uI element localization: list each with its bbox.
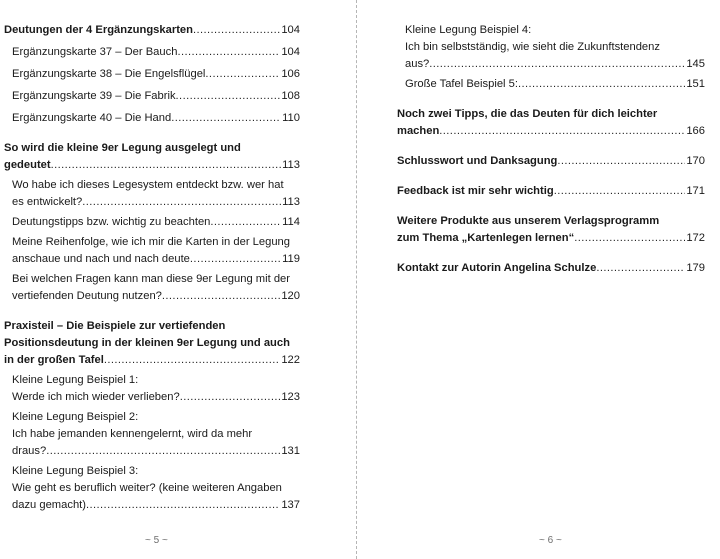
toc-entry-title: Deutungen der 4 Ergänzungskarten — [4, 24, 193, 36]
toc-chapter-entry — [4, 140, 300, 174]
toc-entry-title-line: So wird die kleine 9er Legung ausgelegt und — [4, 142, 241, 154]
dot-leader — [190, 251, 281, 268]
dot-leader — [205, 66, 280, 83]
toc-entry-page-number: 145 — [686, 58, 705, 70]
dot-leader — [439, 123, 685, 140]
toc-section-entry — [4, 44, 300, 61]
toc-entry-title: es entwickelt? — [12, 196, 83, 208]
toc-entry-leader-row — [12, 497, 300, 514]
toc-entry-leader-row — [12, 389, 300, 406]
toc-entry-title-line: Ich habe jemanden kennengelernt, wird da mehr — [12, 428, 253, 440]
toc-entry-title-line: Kleine Legung Beispiel 3: — [12, 465, 139, 477]
toc-entry-page-number: 171 — [686, 185, 705, 197]
toc-entry-title-line: Kleine Legung Beispiel 2: — [12, 411, 139, 423]
toc-entry-title-line: Wo habe ich dieses Legesystem entdeckt bzw. wer hat — [12, 179, 284, 191]
toc-entry-page-number: 172 — [686, 232, 705, 244]
toc-entry-leader-row — [12, 214, 300, 231]
toc-entry-page-number: 151 — [686, 78, 705, 90]
toc-entry-title: Schlusswort und Danksagung — [397, 155, 558, 167]
dot-leader — [176, 88, 281, 105]
toc-entry-page-number: 170 — [686, 155, 705, 167]
toc-entry-page-number: 137 — [281, 499, 300, 511]
toc-entry-title-line: Kleine Legung Beispiel 4: — [405, 24, 532, 36]
dot-leader — [596, 260, 685, 277]
toc-entry-title: aus? — [405, 58, 430, 70]
toc-entry-page-number: 122 — [281, 354, 300, 366]
dot-leader — [574, 230, 685, 247]
toc-entry-leader-row — [12, 288, 300, 305]
toc-section-entry — [4, 177, 300, 211]
toc-entry-page-number: 123 — [281, 391, 300, 403]
toc-entry-leader-row — [405, 76, 705, 93]
toc-entry-leader-row — [405, 56, 705, 73]
toc-chapter-entry — [397, 260, 705, 277]
dot-leader — [171, 110, 281, 127]
toc-entry-title: Ergänzungskarte 37 – Der Bauch — [12, 46, 178, 58]
toc-entry-title: Deutungstipps bzw. wichtig zu beachten — [12, 216, 211, 228]
toc-entry-title: dazu gemacht) — [12, 499, 87, 511]
toc-section-entry — [4, 88, 300, 105]
toc-section-entry — [4, 271, 300, 305]
toc-section-entry — [4, 110, 300, 127]
toc-entry-title-line: Ich bin selbstständig, wie sieht die Zukunftstendenz — [405, 41, 660, 53]
toc-entry-title: draus? — [12, 445, 47, 457]
toc-entry-page-number: 114 — [282, 216, 300, 228]
right-page — [357, 0, 720, 559]
toc-entry-title: machen — [397, 125, 440, 137]
toc-entry-title: gedeutet — [4, 159, 51, 171]
toc-entry-title: in der großen Tafel — [4, 354, 104, 366]
toc-entry-leader-row — [397, 153, 705, 170]
toc-entry-page-number: 113 — [282, 196, 300, 208]
toc-entry-title-line: Noch zwei Tipps, die das Deuten für dich leichter — [397, 108, 658, 120]
toc-chapter-entry — [4, 22, 300, 39]
toc-entry-title: Große Tafel Beispiel 5: — [405, 78, 518, 90]
toc-entry-title: zum Thema „Kartenlegen lernen“ — [397, 232, 575, 244]
toc-chapter-entry — [397, 106, 705, 140]
toc-chapter-entry — [4, 318, 300, 369]
dot-leader — [82, 194, 281, 211]
toc-entry-leader-row — [4, 157, 300, 174]
toc-entry-page-number: 106 — [281, 68, 300, 80]
toc-entry-leader-row — [397, 183, 705, 200]
toc-section-entry — [397, 22, 705, 73]
toc-entry-leader-row — [12, 251, 300, 268]
toc-entry-title: Ergänzungskarte 39 – Die Fabrik — [12, 90, 176, 102]
toc-entry-title: Ergänzungskarte 40 – Die Hand — [12, 112, 172, 124]
toc-entry-title-line: Weitere Produkte aus unserem Verlagsprogramm — [397, 215, 660, 227]
toc-entry-title: Feedback ist mir sehr wichtig — [397, 185, 554, 197]
toc-list — [4, 22, 300, 514]
toc-entry-leader-row — [4, 22, 300, 39]
page-number: ~ 6 ~ — [539, 535, 562, 546]
toc-entry-leader-row — [397, 260, 705, 277]
toc-entry-leader-row — [397, 123, 705, 140]
toc-entry-page-number: 113 — [282, 159, 300, 171]
toc-entry-title: vertiefenden Deutung nutzen? — [12, 290, 162, 302]
dot-leader — [180, 389, 281, 406]
toc-entry-leader-row — [12, 88, 300, 105]
toc-section-entry — [4, 214, 300, 231]
toc-entry-page-number: 179 — [686, 262, 705, 274]
toc-entry-title-line: Wie geht es beruflich weiter? (keine weiteren Angaben — [12, 482, 282, 494]
toc-chapter-entry — [397, 183, 705, 200]
toc-entry-title-line: Meine Reihenfolge, wie ich mir die Karten in der Legung — [12, 236, 290, 248]
toc-entry-leader-row — [4, 352, 300, 369]
toc-entry-title-line: Kleine Legung Beispiel 1: — [12, 374, 139, 386]
dot-leader — [518, 76, 685, 93]
toc-section-entry — [4, 66, 300, 83]
toc-entry-title-line: Praxisteil – Die Beispiele zur vertiefenden — [4, 320, 226, 332]
dot-leader — [51, 157, 282, 174]
toc-entry-page-number: 108 — [281, 90, 300, 102]
dot-leader — [557, 153, 685, 170]
toc-entry-page-number: 131 — [281, 445, 300, 457]
toc-section-entry — [4, 463, 300, 514]
toc-entry-leader-row — [12, 194, 300, 211]
toc-entry-title: anschaue und nach und nach deute — [12, 253, 190, 265]
dot-leader — [177, 44, 280, 61]
toc-entry-leader-row — [397, 230, 705, 247]
toc-entry-leader-row — [12, 110, 300, 127]
toc-entry-title: Kontakt zur Autorin Angelina Schulze — [397, 262, 597, 274]
left-page — [0, 0, 356, 559]
dot-leader — [210, 214, 281, 231]
toc-entry-leader-row — [12, 66, 300, 83]
dot-leader — [86, 497, 280, 514]
toc-chapter-entry — [397, 153, 705, 170]
toc-entry-leader-row — [12, 443, 300, 460]
toc-section-entry — [4, 372, 300, 406]
toc-entry-page-number: 120 — [281, 290, 300, 302]
dot-leader — [46, 443, 280, 460]
toc-entry-leader-row — [12, 44, 300, 61]
toc-entry-page-number: 119 — [282, 253, 300, 265]
toc-entry-title-line: Bei welchen Fragen kann man diese 9er Legung mit der — [12, 273, 290, 285]
toc-entry-title: Ergänzungskarte 38 – Die Engelsflügel — [12, 68, 206, 80]
toc-entry-title: Werde ich mich wieder verlieben? — [12, 391, 180, 403]
dot-leader — [193, 22, 280, 39]
toc-chapter-entry — [397, 213, 705, 247]
page-number: ~ 5 ~ — [145, 535, 168, 546]
dot-leader — [104, 352, 280, 369]
toc-entry-page-number: 166 — [686, 125, 705, 137]
toc-section-entry — [4, 234, 300, 268]
dot-leader — [429, 56, 685, 73]
toc-entry-page-number: 110 — [282, 112, 300, 124]
toc-entry-page-number: 104 — [281, 46, 300, 58]
toc-entry-title-line: Positionsdeutung in der kleinen 9er Legung und auch — [4, 337, 290, 349]
toc-section-entry — [397, 76, 705, 93]
toc-list — [397, 22, 705, 277]
dot-leader — [162, 288, 280, 305]
dot-leader — [554, 183, 686, 200]
toc-section-entry — [4, 409, 300, 460]
toc-entry-page-number: 104 — [281, 24, 300, 36]
